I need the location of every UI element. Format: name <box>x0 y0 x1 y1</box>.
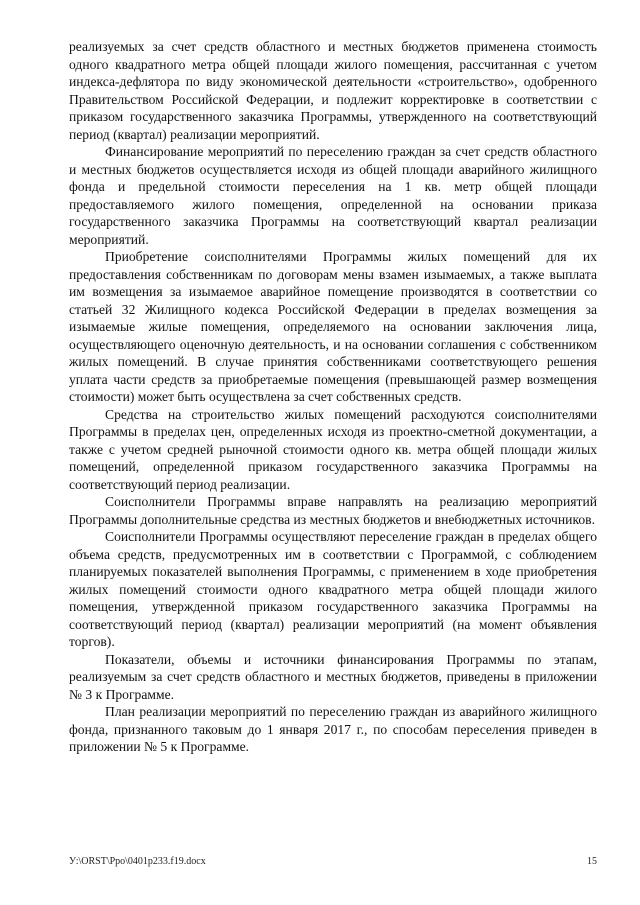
paragraph: План реализации мероприятий по переселению граждан из аварийного жилищного фонда, признанного таковым до 1 января 2017 г., по способам переселения приведен в приложении № 5 к Программе. <box>69 704 597 754</box>
paragraph: Приобретение соисполнителями Программы жилых помещений для их предоставления собственникам по договорам мены взамен изымаемых, а также выплата им возмещения за изымаемое аварийное помещение производятся в соответствии со статьей 32 Жилищного кодекса Российской Федерации в пределах возмещения за изымаемые жилые помещения, определяемого на основании заключения лица, осуществляющего оценочную деятельность, и на основании соглашения с собственником жилых помещений. В случае принятия собственниками соответствующего решения уплата части средств за приобретаемые помещения (превышающей размер возмещения стоимости) может быть осуществлена за счет собственных средств. <box>69 249 597 404</box>
paragraph: Соисполнители Программы осуществляют переселение граждан в пределах общего объема средств, предусмотренных им в соответствии с Программой, с соблюдением планируемых показателей выполнения Программы, с применением в ходе приобретения жилых помещений стоимости одного квадратного метра общей площади жилого помещения, утвержденной приказом государственного заказчика Программы на соответствующий период (квартал) реализации мероприятий (на момент объявления торгов). <box>69 529 597 649</box>
page-number: 15 <box>587 856 597 867</box>
paragraph: Соисполнители Программы вправе направлять на реализацию мероприятий Программы дополнительные средства из местных бюджетов и внебюджетных источников. <box>69 494 597 527</box>
paragraph: Показатели, объемы и источники финансирования Программы по этапам, реализуемым за счет средств областного и местных бюджетов, приведены в приложении № 3 к Программе. <box>69 651 597 702</box>
document-body <box>69 38 597 756</box>
paragraph: Средства на строительство жилых помещений расходуются соисполнителями Программы в пределах цен, определенных исходя из проектно-сметной документации, а также с учетом средней рыночной стоимости одного кв. метра общей площади жилых помещений, определенной приказом государственного заказчика Программы на соответствующий период реализации. <box>69 406 597 492</box>
footer-file-path: У:\ORST\Ppo\0401p233.f19.docx <box>69 856 206 867</box>
paragraph: Финансирование мероприятий по переселению граждан за счет средств областного и местных бюджетов осуществляется исходя из общей площади аварийного жилищного фонда и предельной стоимости переселения на 1 кв. метр общей площади предоставляемого жилого помещения, определенной на основании приказа государственного заказчика Программы на соответствующий квартал реализации мероприятий. <box>69 144 597 247</box>
paragraph: реализуемых за счет средств областного и местных бюджетов применена стоимость одного квадратного метра общей площади жилого помещения, рассчитанная с учетом индекса-дефлятора по виду экономической деятельности «строительство», одобренного Правительством Российской Федерации, и подлежит корректировке в соответствии с приказом государственного заказчика Программы, утвержденного на соответствующий период (квартал) реализации мероприятий. <box>69 39 597 142</box>
